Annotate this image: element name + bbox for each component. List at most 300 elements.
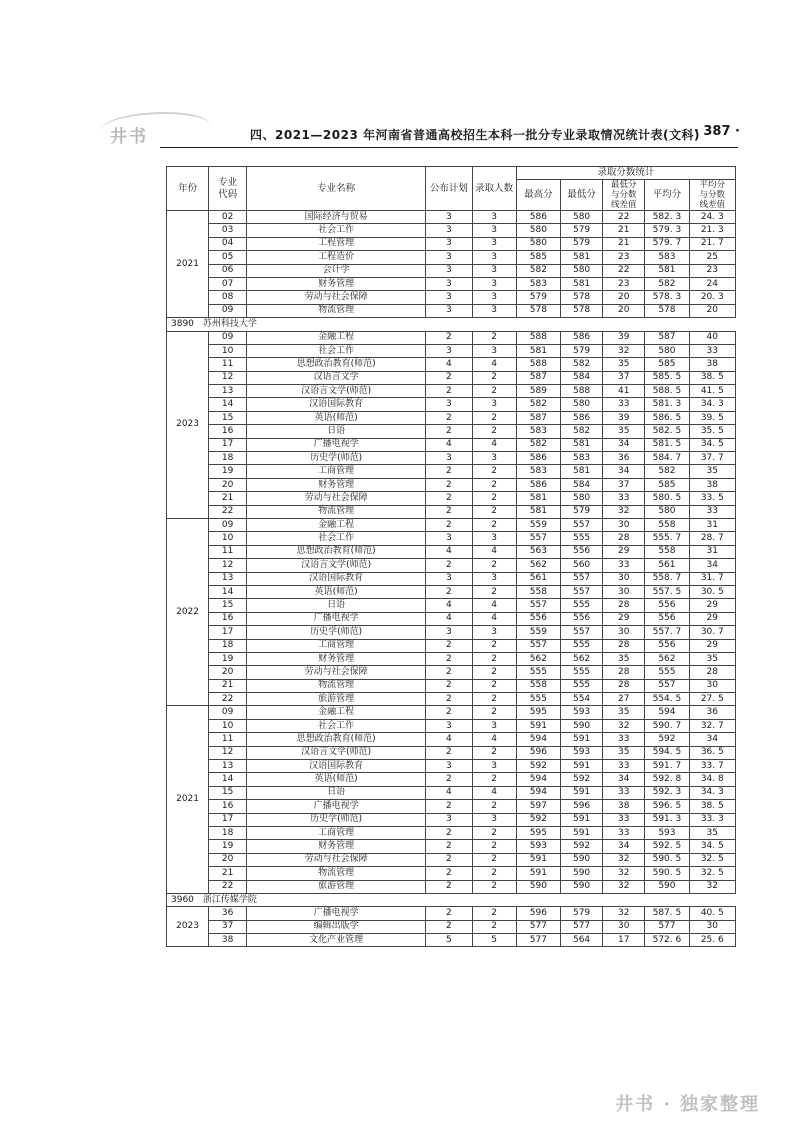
- code-cell: 16: [209, 612, 247, 625]
- code-cell: 36: [209, 907, 247, 920]
- avg-diff-cell: 31: [689, 518, 735, 531]
- max-cell: 583: [516, 425, 560, 438]
- avg-diff-cell: 31: [689, 545, 735, 558]
- min-diff-cell: 21: [603, 224, 645, 237]
- major-cell: 英语(师范): [247, 773, 426, 786]
- avg-diff-cell: 33. 5: [689, 492, 735, 505]
- avg-diff-cell: 34: [689, 559, 735, 572]
- max-cell: 587: [516, 411, 560, 424]
- plan-cell: 3: [426, 251, 472, 264]
- min-diff-cell: 22: [603, 211, 645, 224]
- min-cell: 584: [561, 478, 603, 491]
- avg-cell: 590. 5: [645, 867, 689, 880]
- col-stats-group: 录取分数统计: [516, 167, 735, 180]
- avg-diff-cell: 34. 5: [689, 438, 735, 451]
- min-diff-cell: 33: [603, 786, 645, 799]
- table-row: [167, 411, 736, 424]
- min-diff-cell: 32: [603, 344, 645, 357]
- table-row: [167, 452, 736, 465]
- avg-cell: 580. 5: [645, 492, 689, 505]
- major-cell: 英语(师范): [247, 411, 426, 424]
- avg-cell: 558: [645, 518, 689, 531]
- max-cell: 557: [516, 532, 560, 545]
- major-cell: 思想政治教育(师范): [247, 358, 426, 371]
- max-cell: 562: [516, 652, 560, 665]
- max-cell: 577: [516, 934, 560, 947]
- avg-diff-cell: 24: [689, 277, 735, 290]
- max-cell: 556: [516, 612, 560, 625]
- admitted-cell: 2: [472, 492, 516, 505]
- avg-diff-cell: 29: [689, 612, 735, 625]
- admitted-cell: 2: [472, 920, 516, 933]
- avg-diff-cell: 21. 7: [689, 237, 735, 250]
- max-cell: 557: [516, 599, 560, 612]
- min-cell: 581: [561, 277, 603, 290]
- max-cell: 591: [516, 853, 560, 866]
- code-cell: 19: [209, 652, 247, 665]
- avg-diff-cell: 38: [689, 478, 735, 491]
- major-cell: 劳动与社会保障: [247, 666, 426, 679]
- min-cell: 556: [561, 612, 603, 625]
- major-cell: 文化产业管理: [247, 934, 426, 947]
- code-cell: 20: [209, 853, 247, 866]
- major-cell: 历史学(师范): [247, 813, 426, 826]
- col-avg-diff: 平均分 与分数 线差值: [689, 180, 735, 211]
- admitted-cell: 3: [472, 532, 516, 545]
- min-diff-cell: 22: [603, 264, 645, 277]
- min-cell: 586: [561, 331, 603, 344]
- avg-cell: 591. 7: [645, 760, 689, 773]
- avg-cell: 590. 5: [645, 853, 689, 866]
- max-cell: 558: [516, 679, 560, 692]
- max-cell: 561: [516, 572, 560, 585]
- plan-cell: 3: [426, 304, 472, 317]
- min-diff-cell: 33: [603, 398, 645, 411]
- avg-cell: 586. 5: [645, 411, 689, 424]
- code-cell: 08: [209, 291, 247, 304]
- avg-diff-cell: 34. 5: [689, 840, 735, 853]
- min-cell: 583: [561, 452, 603, 465]
- code-cell: 21: [209, 679, 247, 692]
- code-cell: 17: [209, 438, 247, 451]
- admitted-cell: 4: [472, 545, 516, 558]
- major-cell: 编辑出版学: [247, 920, 426, 933]
- avg-cell: 582. 3: [645, 211, 689, 224]
- plan-cell: 5: [426, 934, 472, 947]
- admitted-cell: 2: [472, 907, 516, 920]
- avg-diff-cell: 32. 7: [689, 719, 735, 732]
- min-cell: 593: [561, 746, 603, 759]
- major-cell: 日语: [247, 786, 426, 799]
- min-diff-cell: 39: [603, 331, 645, 344]
- code-cell: 37: [209, 920, 247, 933]
- table-row: [167, 599, 736, 612]
- code-cell: 14: [209, 398, 247, 411]
- min-cell: 555: [561, 532, 603, 545]
- admitted-cell: 2: [472, 773, 516, 786]
- min-diff-cell: 35: [603, 358, 645, 371]
- code-cell: 18: [209, 452, 247, 465]
- table-row: [167, 344, 736, 357]
- max-cell: 589: [516, 385, 560, 398]
- admitted-cell: 3: [472, 211, 516, 224]
- admitted-cell: 4: [472, 438, 516, 451]
- max-cell: 559: [516, 518, 560, 531]
- admitted-cell: 2: [472, 880, 516, 893]
- min-diff-cell: 20: [603, 304, 645, 317]
- avg-cell: 555: [645, 666, 689, 679]
- min-diff-cell: 30: [603, 585, 645, 598]
- avg-cell: 561: [645, 559, 689, 572]
- avg-cell: 590. 7: [645, 719, 689, 732]
- avg-diff-cell: 38. 5: [689, 371, 735, 384]
- plan-cell: 4: [426, 545, 472, 558]
- major-cell: 会计学: [247, 264, 426, 277]
- plan-cell: 2: [426, 385, 472, 398]
- table-body: [167, 211, 736, 947]
- plan-cell: 3: [426, 237, 472, 250]
- major-cell: 劳动与社会保障: [247, 853, 426, 866]
- major-cell: 金融工程: [247, 518, 426, 531]
- admitted-cell: 3: [472, 264, 516, 277]
- code-cell: 21: [209, 867, 247, 880]
- table-row: [167, 224, 736, 237]
- code-cell: 38: [209, 934, 247, 947]
- max-cell: 592: [516, 760, 560, 773]
- avg-diff-cell: 24. 3: [689, 211, 735, 224]
- avg-diff-cell: 33: [689, 344, 735, 357]
- min-diff-cell: 33: [603, 559, 645, 572]
- max-cell: 596: [516, 907, 560, 920]
- code-cell: 12: [209, 559, 247, 572]
- min-cell: 580: [561, 211, 603, 224]
- code-cell: 09: [209, 706, 247, 719]
- avg-diff-cell: 36. 5: [689, 746, 735, 759]
- major-cell: 工程造价: [247, 251, 426, 264]
- major-cell: 劳动与社会保障: [247, 291, 426, 304]
- major-cell: 财务管理: [247, 840, 426, 853]
- plan-cell: 2: [426, 693, 472, 706]
- code-cell: 20: [209, 478, 247, 491]
- year-cell: 2022: [167, 518, 209, 705]
- min-cell: 590: [561, 853, 603, 866]
- year-cell: 2021: [167, 211, 209, 318]
- page-number: · 387 ·: [693, 124, 740, 139]
- min-cell: 591: [561, 826, 603, 839]
- plan-cell: 2: [426, 465, 472, 478]
- max-cell: 585: [516, 251, 560, 264]
- plan-cell: 2: [426, 518, 472, 531]
- min-diff-cell: 35: [603, 746, 645, 759]
- min-cell: 557: [561, 518, 603, 531]
- admitted-cell: 2: [472, 639, 516, 652]
- code-cell: 18: [209, 826, 247, 839]
- admitted-cell: 3: [472, 452, 516, 465]
- admitted-cell: 3: [472, 344, 516, 357]
- table-row: [167, 706, 736, 719]
- table-row: [167, 626, 736, 639]
- major-cell: 旅游管理: [247, 880, 426, 893]
- major-cell: 工商管理: [247, 639, 426, 652]
- table-row: [167, 478, 736, 491]
- max-cell: 588: [516, 331, 560, 344]
- min-cell: 578: [561, 304, 603, 317]
- table-row: [167, 358, 736, 371]
- avg-cell: 592. 5: [645, 840, 689, 853]
- plan-cell: 3: [426, 572, 472, 585]
- min-cell: 588: [561, 385, 603, 398]
- table-row: [167, 291, 736, 304]
- avg-diff-cell: 20. 3: [689, 291, 735, 304]
- col-major: 专业名称: [247, 167, 426, 211]
- code-cell: 17: [209, 813, 247, 826]
- min-diff-cell: 33: [603, 492, 645, 505]
- plan-cell: 3: [426, 277, 472, 290]
- code-cell: 22: [209, 693, 247, 706]
- min-diff-cell: 39: [603, 411, 645, 424]
- avg-diff-cell: 36: [689, 706, 735, 719]
- publisher-logo: 井书: [110, 127, 148, 147]
- min-diff-cell: 30: [603, 920, 645, 933]
- avg-cell: 581. 5: [645, 438, 689, 451]
- table-row: [167, 693, 736, 706]
- min-diff-cell: 35: [603, 425, 645, 438]
- min-cell: 584: [561, 371, 603, 384]
- min-diff-cell: 28: [603, 599, 645, 612]
- avg-cell: 558: [645, 545, 689, 558]
- max-cell: 562: [516, 559, 560, 572]
- avg-cell: 592. 3: [645, 786, 689, 799]
- min-cell: 586: [561, 411, 603, 424]
- col-min-diff: 最低分 与分数 线差值: [603, 180, 645, 211]
- min-diff-cell: 33: [603, 733, 645, 746]
- code-cell: 14: [209, 585, 247, 598]
- avg-cell: 592: [645, 733, 689, 746]
- min-cell: 590: [561, 880, 603, 893]
- code-cell: 22: [209, 880, 247, 893]
- plan-cell: 2: [426, 371, 472, 384]
- plan-cell: 2: [426, 639, 472, 652]
- avg-diff-cell: 20: [689, 304, 735, 317]
- table-row: [167, 826, 736, 839]
- code-cell: 06: [209, 264, 247, 277]
- admitted-cell: 2: [472, 385, 516, 398]
- min-diff-cell: 35: [603, 706, 645, 719]
- admitted-cell: 2: [472, 331, 516, 344]
- major-cell: 社会工作: [247, 532, 426, 545]
- plan-cell: 2: [426, 853, 472, 866]
- avg-diff-cell: 27. 5: [689, 693, 735, 706]
- admitted-cell: 4: [472, 786, 516, 799]
- avg-cell: 579. 7: [645, 237, 689, 250]
- col-admitted: 录取人数: [472, 167, 516, 211]
- avg-diff-cell: 23: [689, 264, 735, 277]
- code-cell: 10: [209, 344, 247, 357]
- min-cell: 579: [561, 505, 603, 518]
- table-row: [167, 867, 736, 880]
- max-cell: 586: [516, 478, 560, 491]
- major-cell: 物流管理: [247, 867, 426, 880]
- avg-diff-cell: 28: [689, 666, 735, 679]
- major-cell: 广播电视学: [247, 800, 426, 813]
- table-row: [167, 331, 736, 344]
- table-row: [167, 840, 736, 853]
- table-row: [167, 813, 736, 826]
- admitted-cell: 3: [472, 760, 516, 773]
- min-diff-cell: 20: [603, 291, 645, 304]
- code-cell: 11: [209, 545, 247, 558]
- max-cell: 588: [516, 358, 560, 371]
- admitted-cell: 2: [472, 425, 516, 438]
- avg-cell: 554. 5: [645, 693, 689, 706]
- plan-cell: 2: [426, 920, 472, 933]
- avg-cell: 556: [645, 639, 689, 652]
- major-cell: 工程管理: [247, 237, 426, 250]
- plan-cell: 4: [426, 358, 472, 371]
- avg-cell: 579. 3: [645, 224, 689, 237]
- min-cell: 557: [561, 626, 603, 639]
- max-cell: 594: [516, 733, 560, 746]
- avg-diff-cell: 40: [689, 331, 735, 344]
- table-row: [167, 371, 736, 384]
- major-cell: 财务管理: [247, 478, 426, 491]
- table-row: [167, 572, 736, 585]
- avg-diff-cell: 33: [689, 505, 735, 518]
- max-cell: 583: [516, 465, 560, 478]
- min-cell: 580: [561, 492, 603, 505]
- max-cell: 559: [516, 626, 560, 639]
- table-row: [167, 304, 736, 317]
- plan-cell: 2: [426, 907, 472, 920]
- max-cell: 596: [516, 746, 560, 759]
- min-cell: 578: [561, 291, 603, 304]
- min-diff-cell: 34: [603, 840, 645, 853]
- plan-cell: 4: [426, 612, 472, 625]
- major-cell: 汉语言文学: [247, 371, 426, 384]
- avg-cell: 596. 5: [645, 800, 689, 813]
- table-row: [167, 679, 736, 692]
- min-cell: 580: [561, 398, 603, 411]
- avg-diff-cell: 35: [689, 826, 735, 839]
- max-cell: 579: [516, 291, 560, 304]
- code-cell: 13: [209, 760, 247, 773]
- avg-diff-cell: 40. 5: [689, 907, 735, 920]
- plan-cell: 3: [426, 344, 472, 357]
- code-cell: 16: [209, 800, 247, 813]
- code-cell: 12: [209, 746, 247, 759]
- min-cell: 557: [561, 585, 603, 598]
- min-cell: 581: [561, 465, 603, 478]
- table-row: [167, 398, 736, 411]
- major-cell: 财务管理: [247, 652, 426, 665]
- admitted-cell: 2: [472, 746, 516, 759]
- major-cell: 汉语言文学(师范): [247, 746, 426, 759]
- avg-cell: 584. 7: [645, 452, 689, 465]
- plan-cell: 2: [426, 331, 472, 344]
- table-row: [167, 719, 736, 732]
- code-cell: 13: [209, 572, 247, 585]
- min-diff-cell: 28: [603, 666, 645, 679]
- code-cell: 11: [209, 733, 247, 746]
- major-cell: 日语: [247, 599, 426, 612]
- avg-diff-cell: 35: [689, 652, 735, 665]
- avg-diff-cell: 25. 6: [689, 934, 735, 947]
- avg-diff-cell: 41. 5: [689, 385, 735, 398]
- min-cell: 591: [561, 760, 603, 773]
- table-row: [167, 277, 736, 290]
- code-cell: 19: [209, 840, 247, 853]
- plan-cell: 3: [426, 211, 472, 224]
- table-row: [167, 518, 736, 531]
- school-name: 3890 苏州科技大学: [167, 318, 736, 331]
- min-diff-cell: 38: [603, 800, 645, 813]
- min-cell: 581: [561, 438, 603, 451]
- min-cell: 579: [561, 907, 603, 920]
- avg-diff-cell: 30: [689, 920, 735, 933]
- plan-cell: 3: [426, 224, 472, 237]
- max-cell: 578: [516, 304, 560, 317]
- avg-cell: 582. 5: [645, 425, 689, 438]
- avg-cell: 580: [645, 344, 689, 357]
- school-name: 3960 浙江传媒学院: [167, 893, 736, 906]
- table-row: [167, 545, 736, 558]
- table-row: [167, 786, 736, 799]
- major-cell: 社会工作: [247, 344, 426, 357]
- min-cell: 579: [561, 344, 603, 357]
- code-cell: 20: [209, 666, 247, 679]
- admitted-cell: 3: [472, 304, 516, 317]
- major-cell: 旅游管理: [247, 693, 426, 706]
- min-cell: 560: [561, 559, 603, 572]
- avg-cell: 585: [645, 358, 689, 371]
- min-diff-cell: 37: [603, 371, 645, 384]
- min-cell: 579: [561, 224, 603, 237]
- max-cell: 563: [516, 545, 560, 558]
- plan-cell: 3: [426, 760, 472, 773]
- min-cell: 581: [561, 251, 603, 264]
- avg-cell: 578: [645, 304, 689, 317]
- admitted-cell: 2: [472, 826, 516, 839]
- max-cell: 595: [516, 706, 560, 719]
- max-cell: 597: [516, 800, 560, 813]
- min-diff-cell: 32: [603, 853, 645, 866]
- admitted-cell: 3: [472, 626, 516, 639]
- avg-cell: 587: [645, 331, 689, 344]
- code-cell: 15: [209, 786, 247, 799]
- table-row: [167, 773, 736, 786]
- avg-cell: 585: [645, 478, 689, 491]
- plan-cell: 2: [426, 679, 472, 692]
- code-cell: 09: [209, 304, 247, 317]
- year-cell: 2023: [167, 907, 209, 947]
- min-cell: 557: [561, 572, 603, 585]
- major-cell: 物流管理: [247, 505, 426, 518]
- major-cell: 社会工作: [247, 224, 426, 237]
- code-cell: 10: [209, 532, 247, 545]
- min-cell: 592: [561, 773, 603, 786]
- table-row: [167, 800, 736, 813]
- min-diff-cell: 28: [603, 639, 645, 652]
- plan-cell: 3: [426, 398, 472, 411]
- min-diff-cell: 35: [603, 652, 645, 665]
- min-diff-cell: 21: [603, 237, 645, 250]
- max-cell: 582: [516, 398, 560, 411]
- code-cell: 16: [209, 425, 247, 438]
- col-min: 最低分: [561, 180, 603, 211]
- avg-cell: 581. 3: [645, 398, 689, 411]
- min-cell: 592: [561, 840, 603, 853]
- avg-cell: 558. 7: [645, 572, 689, 585]
